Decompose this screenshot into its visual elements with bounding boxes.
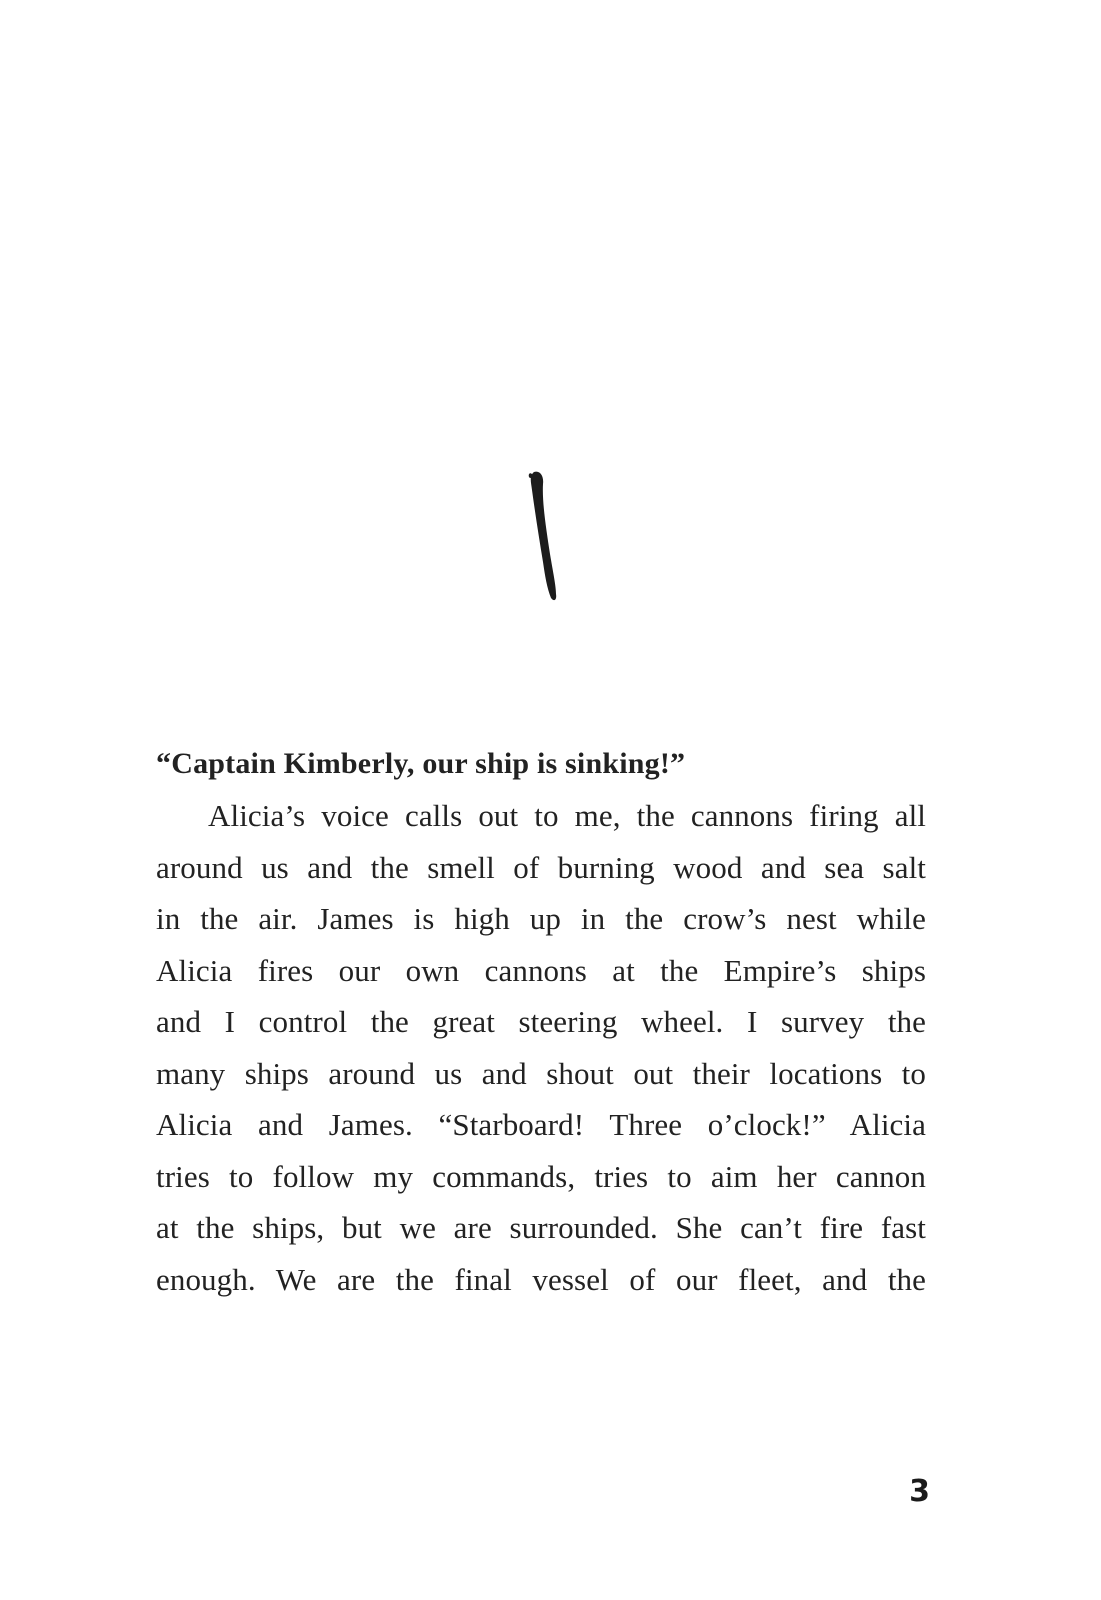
paragraph-line: many ships around us and shout out their locations to (156, 1055, 926, 1091)
chapter-text (156, 738, 926, 1305)
chapter-number (510, 468, 570, 608)
paragraph-line: and I control the great steering wheel. I survey the (156, 1004, 926, 1039)
brush-stroke-one-icon (510, 468, 570, 608)
page-number: 3 (909, 1474, 930, 1509)
paragraph-line: Alicia’s voice calls out to me, the cannons firing all (208, 798, 926, 833)
paragraph-line: Alicia fires our own cannons at the Empire’s ships (156, 952, 926, 988)
paragraph-line: around us and the smell of burning wood and sea salt (156, 849, 926, 885)
paragraph-line: at the ships, but we are surrounded. She can’t fire fast (156, 1210, 926, 1245)
paragraph-line: tries to follow my commands, tries to aim her cannon (156, 1158, 926, 1194)
opening-line: “Captain Kimberly, our ship is sinking!” (156, 747, 686, 780)
paragraph-line: Alicia and James. “Starboard! Three o’clock!” Alicia (156, 1107, 926, 1142)
paragraph-line: enough. We are the final vessel of our fleet, and the (156, 1261, 926, 1297)
paragraph-line: in the air. James is high up in the crow’s nest while (156, 901, 926, 936)
